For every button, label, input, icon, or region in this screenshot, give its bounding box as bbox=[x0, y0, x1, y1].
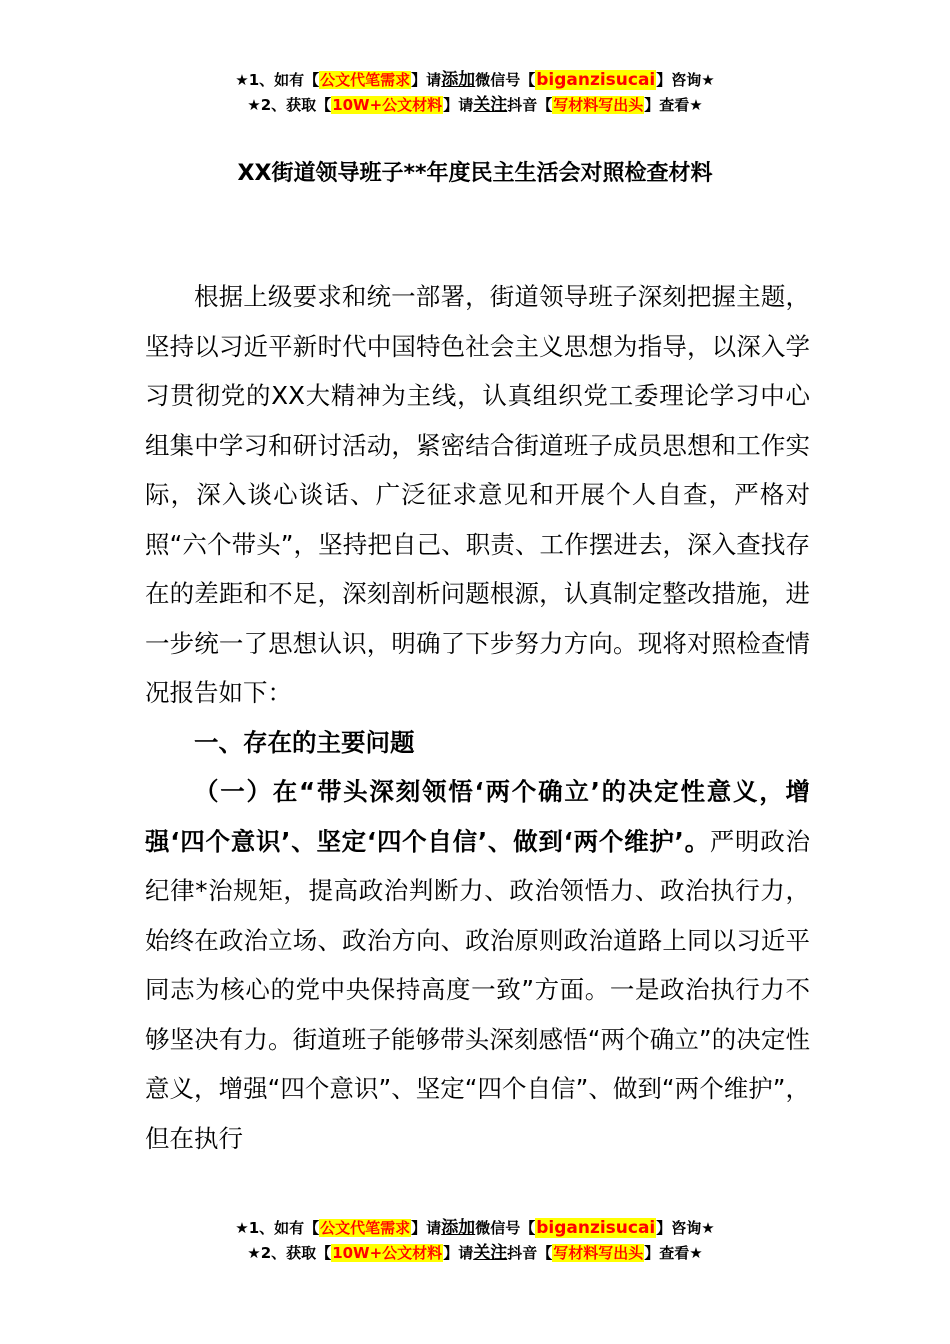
header-line-1 bbox=[0, 68, 950, 93]
star-icon: ★ bbox=[235, 1219, 249, 1237]
highlight-service: 公文代笔需求 bbox=[320, 1219, 411, 1237]
footer-line-1-pre: 1、如有【 bbox=[248, 1219, 320, 1237]
highlight-wechat-id: biganzisucai bbox=[536, 70, 656, 90]
highlight-wechat-id: biganzisucai bbox=[536, 1218, 656, 1238]
footer-line-2-mid2: 抖音【 bbox=[507, 1244, 553, 1262]
header-line-2-post: 】查看★ bbox=[644, 96, 703, 114]
highlight-douyin: 写材料写出头 bbox=[553, 1244, 644, 1262]
star-icon: ★ bbox=[247, 1244, 261, 1262]
header-line-1-pre: 1、如有【 bbox=[248, 71, 320, 89]
header-line-2-mid2: 抖音【 bbox=[507, 96, 553, 114]
footer-line-2-pre: 2、获取【 bbox=[260, 1244, 332, 1262]
header-line-1-mid1: 】请 bbox=[411, 71, 442, 89]
header-line-2 bbox=[0, 93, 950, 118]
header-line-1-post: 】咨询★ bbox=[656, 71, 715, 89]
header-banner bbox=[0, 68, 950, 118]
highlight-materials: 10W+公文材料 bbox=[332, 96, 443, 114]
star-icon: ★ bbox=[235, 71, 249, 89]
header-line-2-pre: 2、获取【 bbox=[260, 96, 332, 114]
footer-line-2 bbox=[0, 1241, 950, 1266]
section-heading: 一、存在的主要问题 bbox=[194, 727, 415, 757]
subsection-paragraph bbox=[145, 767, 810, 1163]
document-body bbox=[145, 272, 810, 1163]
star-icon: ★ bbox=[247, 96, 261, 114]
footer-line-2-mid1: 】请 bbox=[443, 1244, 474, 1262]
footer-line-2-post: 】查看★ bbox=[644, 1244, 703, 1262]
header-line-1-underlined: 添加 bbox=[441, 70, 476, 90]
header-line-2-underlined: 关注 bbox=[473, 95, 508, 115]
highlight-service: 公文代笔需求 bbox=[320, 71, 411, 89]
footer-line-1-mid1: 】请 bbox=[411, 1219, 442, 1237]
highlight-materials: 10W+公文材料 bbox=[332, 1244, 443, 1262]
document-title: XX街道领导班子**年度民主生活会对照检查材料 bbox=[237, 161, 713, 186]
footer-line-1 bbox=[0, 1216, 950, 1241]
footer-banner bbox=[0, 1216, 950, 1266]
footer-line-1-post: 】咨询★ bbox=[656, 1219, 715, 1237]
header-line-2-mid1: 】请 bbox=[443, 96, 474, 114]
footer-line-1-underlined: 添加 bbox=[441, 1218, 476, 1238]
footer-line-2-underlined: 关注 bbox=[473, 1243, 508, 1263]
intro-paragraph: 根据上级要求和统一部署，街道领导班子深刻把握主题，坚持以习近平新时代中国特色社会主义思想为指导，以深入学习贯彻党的XX大精神为主线，认真组织党工委理论学习中心组集中学习和研讨活动，紧密结合街道班子成员思想和工作实际，深入谈心谈话、广泛征求意见和开展个人自查，严格对照“六个带头”，坚持把自己、职责、工作摆进去，深入查找存在的差距和不足，深刻剖析问题根源，认真制定整改措施，进一步统一了思想认识，明确了下步努力方向。现将对照检查情况报告如下： bbox=[145, 282, 810, 707]
highlight-douyin: 写材料写出头 bbox=[553, 96, 644, 114]
subsection-text: 严明政治纪律*治规矩，提高政治判断力、政治领悟力、政治执行力，始终在政治立场、政治方向、政治原则政治道路上同以习近平同志为核心的党中央保持高度一致”方面。一是政治执行力不够坚决有力。街道班子能够带头深刻感悟“两个确立”的决定性意义，增强“四个意识”、坚定“四个自信”、做到“两个维护”，但在执行 bbox=[145, 826, 811, 1153]
header-line-1-mid2: 微信号【 bbox=[475, 71, 536, 89]
subsection-heading: （一）在“带头深刻领悟‘两个确立’的决定性意义，增强‘四个意识’、坚定‘四个自信’、做到‘两个维护’。 bbox=[145, 777, 810, 856]
footer-line-1-mid2: 微信号【 bbox=[475, 1219, 536, 1237]
